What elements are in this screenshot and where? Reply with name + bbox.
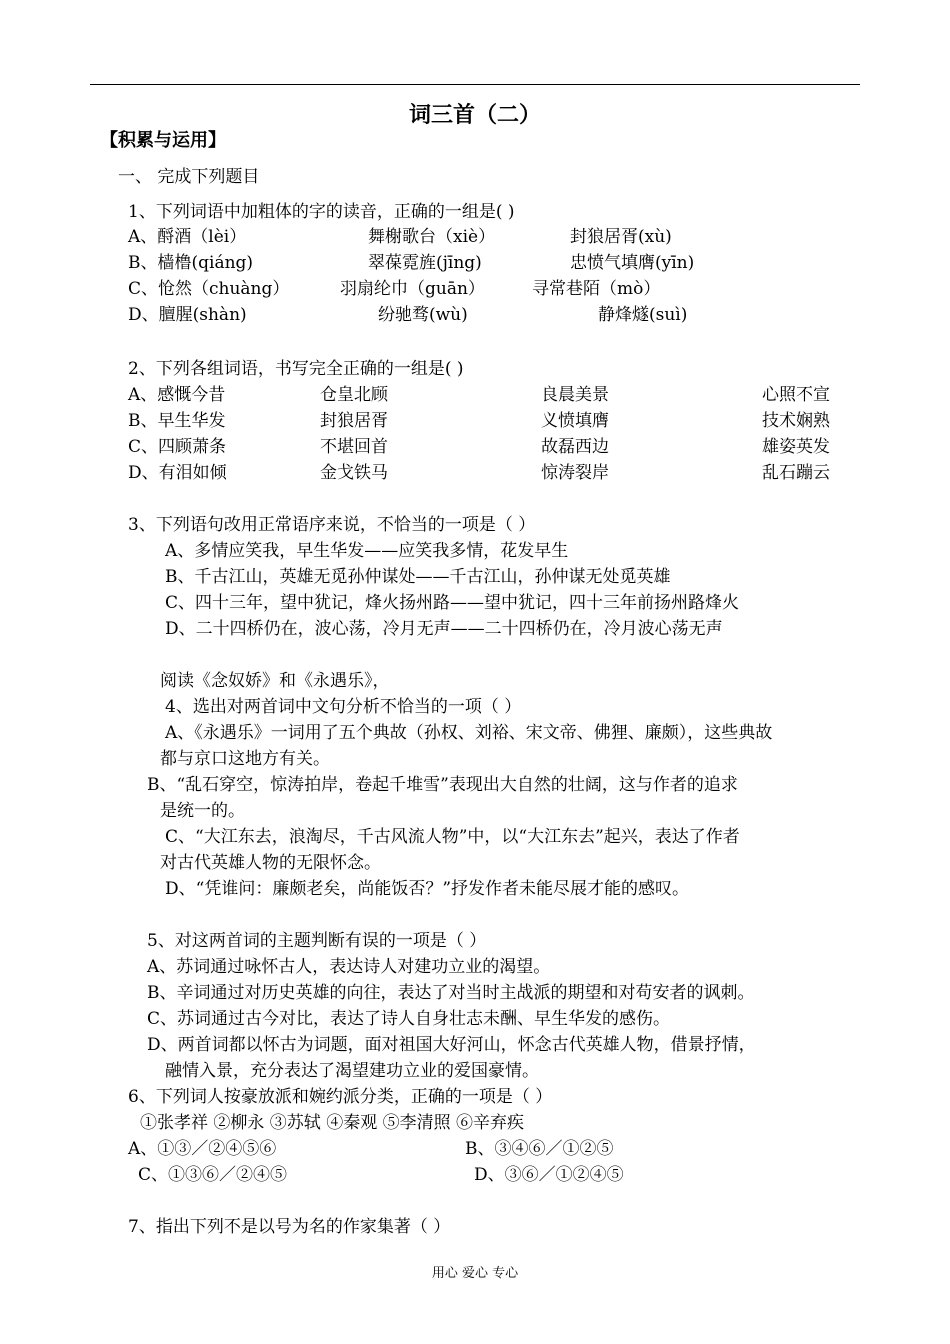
- q4-option-a-line2: 都与京口这地方有关。: [160, 749, 330, 769]
- q3-option-c: C、四十三年，望中犹记，烽火扬州路——望中犹记，四十三年前扬州路烽火: [165, 593, 740, 613]
- header-rule: [90, 84, 860, 85]
- q2-stem: 2、下列各组词语，书写完全正确的一组是( ): [128, 359, 464, 379]
- q2-option-c-2: 不堪回首: [320, 437, 388, 457]
- q2-option-a-1: A、感慨今昔: [128, 385, 226, 405]
- q4-option-b-line2: 是统一的。: [160, 801, 245, 821]
- reading-instruction: 阅读《念奴娇》和《永遇乐》，: [160, 671, 390, 691]
- q5-option-d-line1: D、两首词都以怀古为词题，面对祖国大好河山，怀念古代英雄人物，借景抒情，: [147, 1035, 756, 1055]
- q2-option-d-3: 惊涛裂岸: [541, 463, 609, 483]
- q3-option-a: A、多情应笑我，早生华发——应笑我多情，花发早生: [165, 541, 569, 561]
- q1-option-d-2: 纷驰骛(wù): [378, 305, 468, 325]
- q4-option-c-line1: C、“大江东去，浪淘尽，千古风流人物”中，以“大江东去”起兴，表达了作者: [165, 827, 740, 847]
- q2-option-c-3: 故磊西边: [541, 437, 609, 457]
- page-title: 词三首（二）: [408, 103, 541, 128]
- q4-option-c-line2: 对古代英雄人物的无限怀念。: [160, 853, 381, 873]
- q5-option-a: A、苏词通过咏怀古人，表达诗人对建功立业的渴望。: [147, 957, 551, 977]
- q1-option-d-3: 静烽燧(suì): [598, 305, 688, 325]
- q3-stem: 3、下列语句改用正常语序来说，不恰当的一项是（ ）: [128, 515, 536, 535]
- q5-option-d-line2: 融情入景，充分表达了渴望建功立业的爱国豪情。: [165, 1061, 539, 1081]
- q1-stem: 1、下列词语中加粗体的字的读音，正确的一组是( ): [128, 202, 515, 222]
- q2-option-d-1: D、有泪如倾: [128, 463, 227, 483]
- q1-option-a-2: 舞榭歌台（xiè）: [368, 227, 496, 247]
- q2-option-b-3: 义愤填膺: [541, 411, 609, 431]
- q2-option-a-2: 仓皇北顾: [320, 385, 388, 405]
- q4-stem: 4、选出对两首词中文句分析不恰当的一项（ ）: [165, 697, 522, 717]
- q6-poet-list: ①张孝祥 ②柳永 ③苏轼 ④秦观 ⑤李清照 ⑥辛弃疾: [140, 1113, 525, 1133]
- q6-option-d: D、③⑥／①②④⑤: [474, 1165, 624, 1185]
- q2-option-b-1: B、早生华发: [128, 411, 226, 431]
- q3-option-b: B、千古江山，英雄无觅孙仲谋处——千古江山，孙仲谋无处觅英雄: [165, 567, 671, 587]
- q6-option-c: C、①③⑥／②④⑤: [138, 1165, 288, 1185]
- q4-option-d: D、“凭谁问：廉颇老矣，尚能饭否？”抒发作者未能尽展才能的感叹。: [165, 879, 690, 899]
- q1-option-b-2: 翠葆霓旌(jīng): [368, 253, 482, 273]
- q6-option-a: A、①③／②④⑤⑥: [128, 1139, 277, 1159]
- q2-option-b-4: 技术娴熟: [762, 411, 830, 431]
- q1-option-c-3: 寻常巷陌（mò）: [532, 279, 661, 299]
- part-one-heading: 一、 完成下列题目: [118, 167, 260, 187]
- q1-option-a-3: 封狼居胥(xù): [570, 227, 672, 247]
- q2-option-a-3: 良晨美景: [541, 385, 609, 405]
- q1-option-c-2: 羽扇纶巾（guān）: [340, 279, 485, 299]
- q1-option-b-1: B、樯橹(qiáng): [128, 253, 254, 273]
- q1-option-c-1: C、怆然（chuàng）: [128, 279, 290, 299]
- q3-option-d: D、二十四桥仍在，波心荡，冷月无声——二十四桥仍在，冷月波心荡无声: [165, 619, 723, 639]
- q2-option-d-2: 金戈铁马: [320, 463, 388, 483]
- q2-option-a-4: 心照不宣: [762, 385, 830, 405]
- q1-option-a-1: A、酹酒（lèi）: [128, 227, 247, 247]
- q2-option-d-4: 乱石蹦云: [762, 463, 830, 483]
- q2-option-c-1: C、四顾萧条: [128, 437, 227, 457]
- q6-stem: 6、下列词人按豪放派和婉约派分类，正确的一项是（ ）: [128, 1087, 553, 1107]
- q4-option-a-line1: A、《永遇乐》一词用了五个典故（孙权、刘裕、宋文帝、佛狸、廉颇），这些典故: [165, 723, 773, 743]
- q1-option-b-3: 忠愤气填膺(yīn): [570, 253, 695, 273]
- q7-stem: 7、指出下列不是以号为名的作家集著（ ）: [128, 1217, 451, 1237]
- q6-option-b: B、③④⑥／①②⑤: [465, 1139, 614, 1159]
- section-heading: 【积累与运用】: [100, 130, 226, 151]
- q2-option-c-4: 雄姿英发: [762, 437, 830, 457]
- q2-option-b-2: 封狼居胥: [320, 411, 388, 431]
- q5-option-b: B、辛词通过对历史英雄的向往，表达了对当时主战派的期望和对苟安者的讽刺。: [147, 983, 755, 1003]
- q4-option-b-line1: B、“乱石穿空，惊涛拍岸，卷起千堆雪”表现出大自然的壮阔，这与作者的追求: [147, 775, 738, 795]
- q1-option-d-1: D、膻腥(shàn): [128, 305, 247, 325]
- q5-stem: 5、对这两首词的主题判断有误的一项是（ ）: [147, 931, 487, 951]
- page-footer: 用心 爱心 专心: [431, 1266, 519, 1281]
- q5-option-c: C、苏词通过古今对比，表达了诗人自身壮志未酬、早生华发的感伤。: [147, 1009, 671, 1029]
